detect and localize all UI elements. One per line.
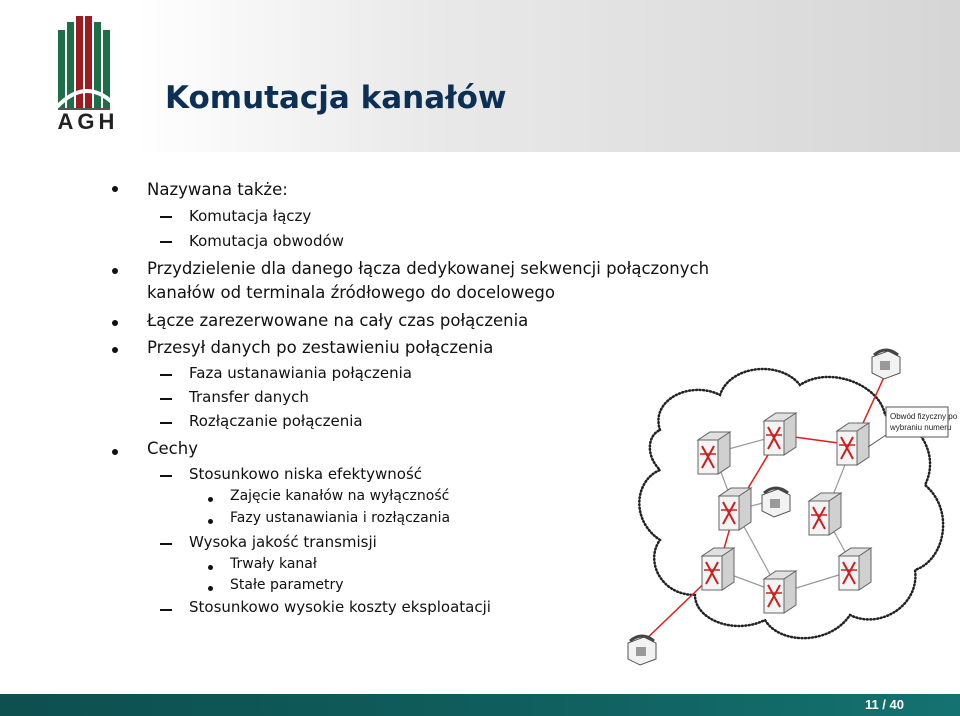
switch-icon bbox=[719, 488, 751, 530]
switch-icon bbox=[837, 423, 869, 465]
bullet-dot bbox=[112, 186, 118, 192]
phone-icon bbox=[628, 636, 656, 665]
list-item: Stosunkowo wysokie koszty eksploatacji bbox=[189, 598, 491, 616]
phone-icon bbox=[872, 350, 900, 379]
list-item: Komutacja obwodów bbox=[189, 232, 344, 250]
circuit-switching-diagram bbox=[600, 335, 960, 685]
bullet-dash bbox=[160, 609, 172, 611]
callout-text: wybraniu numeru bbox=[890, 423, 952, 432]
list-item: Cechy bbox=[147, 439, 198, 458]
list-item: Transfer danych bbox=[189, 388, 309, 406]
list-item: Trwały kanał bbox=[230, 556, 317, 572]
list-item: Nazywana także: bbox=[147, 180, 288, 199]
switch-icon bbox=[764, 413, 796, 455]
list-item: Faza ustanawiania połączenia bbox=[189, 364, 413, 382]
switch-icon bbox=[839, 548, 871, 590]
bullet-dot bbox=[112, 347, 118, 353]
bullet-dot bbox=[112, 268, 118, 274]
bullet-dash bbox=[160, 543, 172, 545]
bullet-dot bbox=[208, 519, 213, 524]
list-item: Stałe parametry bbox=[230, 577, 344, 593]
page-number: 11 / 40 bbox=[864, 697, 904, 712]
list-item: Zajęcie kanałów na wyłączność bbox=[230, 488, 450, 504]
list-item: Przydzielenie dla danego łącza dedykowanej sekwencji połączonych bbox=[147, 259, 710, 278]
bullet-dash bbox=[160, 398, 172, 400]
list-item: Wysoka jakość transmisji bbox=[189, 533, 377, 551]
list-item: Komutacja łączy bbox=[189, 207, 312, 225]
bullet-dash bbox=[160, 422, 172, 424]
list-item: Przesył danych po zestawieniu połączenia bbox=[147, 338, 494, 357]
logo-text: AGH bbox=[57, 109, 119, 134]
switch-icon bbox=[702, 548, 734, 590]
list-item: Stosunkowo niska efektywność bbox=[189, 465, 423, 483]
callout-text: Obwód fizyczny po bbox=[890, 412, 958, 421]
slide-footer bbox=[0, 694, 960, 716]
list-item: Łącze zarezerwowane na cały czas połączenia bbox=[147, 311, 529, 330]
switch-icon bbox=[698, 432, 730, 474]
slide-header bbox=[0, 0, 960, 152]
switch-icon bbox=[764, 571, 796, 613]
bullet-dash bbox=[160, 475, 172, 477]
bullet-dot bbox=[112, 320, 118, 326]
bullet-dash bbox=[160, 241, 172, 243]
bullet-dash bbox=[160, 374, 172, 376]
list-item: Rozłączanie połączenia bbox=[189, 412, 363, 430]
bullet-dot bbox=[112, 449, 118, 455]
bullet-dot bbox=[208, 565, 213, 570]
page-title: Komutacja kanałów bbox=[165, 80, 507, 116]
switch-icon bbox=[809, 493, 841, 535]
bullet-dash bbox=[160, 216, 172, 218]
phone-icon bbox=[762, 488, 790, 517]
list-item: kanałów od terminala źródłowego do docelowego bbox=[147, 283, 555, 302]
bullet-dot bbox=[208, 497, 213, 502]
list-item: Fazy ustanawiania i rozłączania bbox=[230, 510, 451, 526]
bullet-dot bbox=[208, 586, 213, 591]
